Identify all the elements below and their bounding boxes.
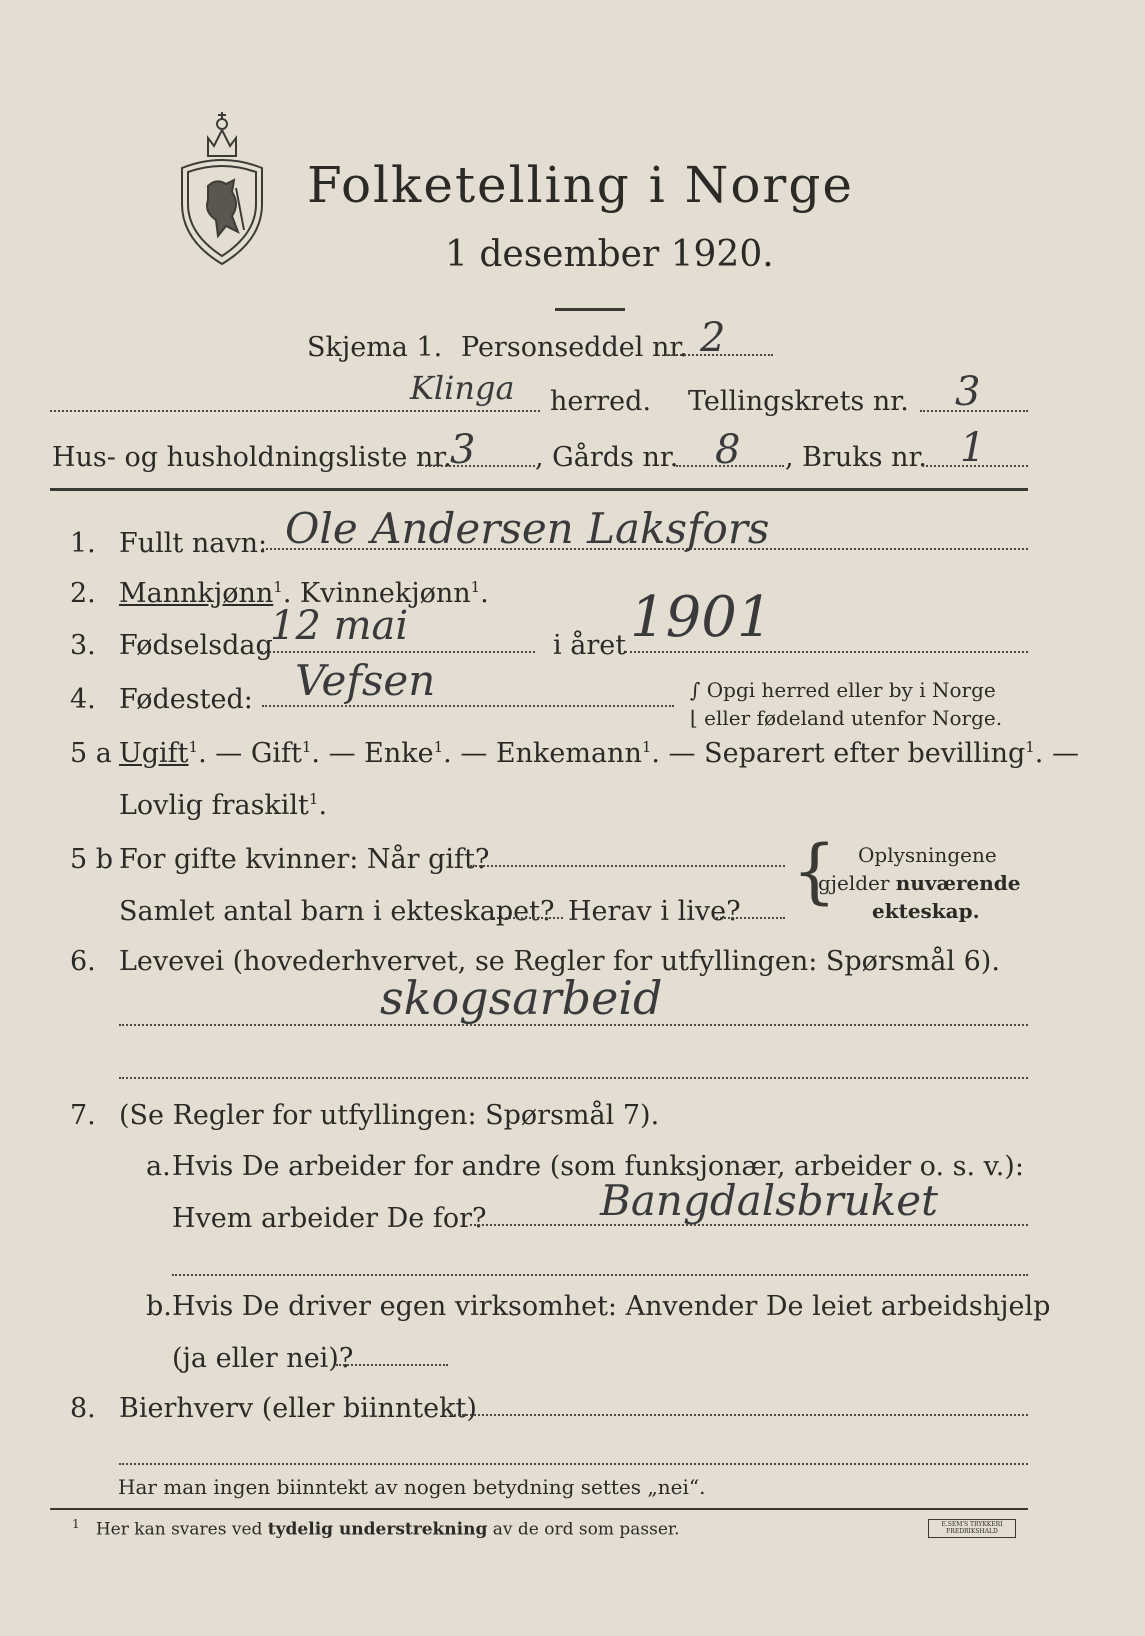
married-when-line <box>470 865 785 867</box>
header-divider <box>50 488 1028 491</box>
page-title: Folketelling i Norge <box>307 156 854 214</box>
husholdningsliste-value: 3 <box>450 427 476 473</box>
hired-help-line <box>336 1364 448 1366</box>
birth-year-value: 1901 <box>630 585 773 650</box>
q8-number: 8. <box>70 1393 96 1424</box>
census-date: 1 desember 1920. <box>445 234 774 275</box>
occupation-value: skogsarbeid <box>380 971 663 1025</box>
birthday-value: 12 mai <box>270 603 409 649</box>
occupation-line-1 <box>119 1024 1028 1026</box>
children-total-line <box>493 917 563 919</box>
footer-divider <box>50 1508 1028 1510</box>
gender-options: Mannkjønn$^1$. Kvinnekjønn$^1$. <box>119 578 489 609</box>
q7a-letter: a. <box>146 1151 171 1182</box>
gards-label: , Gårds nr. <box>535 442 679 473</box>
tellingskrets-value: 3 <box>955 369 981 415</box>
birth-year-line <box>625 651 1028 653</box>
kvinnekjonn-option: Kvinnekjønn <box>300 578 471 609</box>
employer-value: Bangdalsbruket <box>600 1176 938 1225</box>
no-income-note: Har man ingen biinntekt av nogen betydning settes „nei“. <box>118 1475 706 1499</box>
full-name-label: Fullt navn: <box>119 528 268 559</box>
marriage-note-1: Oplysningene <box>858 843 997 867</box>
personseddel-value: 2 <box>700 315 726 361</box>
occupation-label: Levevei (hovederhvervet, se Regler for utfyllingen: Spørsmål 6). <box>119 946 1000 977</box>
marital-options: Ugift$^1$. — Gift$^1$. — Enke$^1$. — Enkemann$^1$. — Separert efter bevilling$^1$. — <box>119 738 1079 769</box>
q7-number: 7. <box>70 1100 96 1131</box>
q7b-line-2: (ja eller nei)? <box>172 1343 354 1374</box>
marriage-note-2: gjelder nuværende <box>818 871 1021 895</box>
birth-year-label: i året <box>553 630 627 661</box>
birthplace-value: Vefsen <box>295 656 436 705</box>
q7a-line-1: Hvis De arbeider for andre (som funksjonær, arbeider o. s. v.): <box>172 1151 1024 1182</box>
bruks-label: , Bruks nr. <box>785 442 928 473</box>
side-income-line <box>450 1414 1028 1416</box>
employer-line-2 <box>172 1274 1028 1276</box>
birthday-line <box>258 651 535 653</box>
herred-value: Klinga <box>410 369 515 407</box>
q7b-line-1: Hvis De driver egen virksomhet: Anvender De leiet arbeidshjelp <box>172 1291 1051 1322</box>
gards-value: 8 <box>715 427 741 473</box>
herred-label: herred. <box>550 386 652 417</box>
norway-coat-of-arms-icon <box>178 108 266 268</box>
separert-option: Separert efter bevilling <box>704 738 1026 769</box>
q5b-number: 5 b <box>70 844 114 875</box>
tellingskrets-label: Tellingskrets nr. <box>688 386 909 417</box>
married-women-label: For gifte kvinner: Når gift? <box>119 844 490 875</box>
children-total-label: Samlet antal barn i ekteskapet? <box>119 896 555 927</box>
q7-label: (Se Regler for utfyllingen: Spørsmål 7). <box>119 1100 660 1131</box>
mannkjonn-option: Mannkjønn <box>119 578 274 609</box>
side-income-label: Bierhverv (eller biinntekt) <box>119 1393 477 1424</box>
printer-mark: E.SEM'S TRYKKERI FREDRIKSHALD <box>928 1519 1016 1538</box>
ugift-option: Ugift <box>119 738 189 769</box>
q3-number: 3. <box>70 630 96 661</box>
fraskilt-option: Lovlig fraskilt$^1$. <box>119 790 328 821</box>
footnote: $^1$ Her kan svares ved tydelig understrekning av de ord som passer. <box>72 1517 680 1540</box>
birthplace-note-2: ⌊ eller fødeland utenfor Norge. <box>690 706 1003 730</box>
enkemann-option: Enkemann <box>495 738 642 769</box>
personseddel-label: Personseddel nr. <box>461 332 688 363</box>
full-name-value: Ole Andersen Laksfors <box>285 504 770 553</box>
q2-number: 2. <box>70 578 96 609</box>
employer-label: Hvem arbeider De for? <box>172 1203 487 1234</box>
birthplace-label: Fødested: <box>119 684 253 715</box>
enke-option: Enke <box>364 738 434 769</box>
occupation-line-2 <box>119 1077 1028 1079</box>
q1-number: 1. <box>70 528 96 559</box>
side-income-line-2 <box>119 1463 1028 1465</box>
bruks-value: 1 <box>960 425 986 471</box>
birthplace-note-1: ∫ Opgi herred eller by i Norge <box>690 678 996 702</box>
brace: { <box>792 830 837 912</box>
title-divider <box>555 308 625 311</box>
gift-option: Gift <box>250 738 302 769</box>
q5a-number: 5 a <box>70 738 112 769</box>
children-alive-line <box>713 917 785 919</box>
q4-number: 4. <box>70 684 96 715</box>
husholdningsliste-line <box>425 465 535 467</box>
birthday-label: Fødselsdag <box>119 630 273 661</box>
birthplace-line <box>262 705 674 707</box>
husholdningsliste-label: Hus- og husholdningsliste nr. <box>52 442 452 473</box>
q7b-letter: b. <box>146 1291 172 1322</box>
herred-line <box>50 410 540 412</box>
marriage-note-3: ekteskap. <box>872 899 980 923</box>
q6-number: 6. <box>70 946 96 977</box>
skjema-label: Skjema 1. <box>307 332 443 363</box>
children-alive-label: Herav i live? <box>568 896 741 927</box>
